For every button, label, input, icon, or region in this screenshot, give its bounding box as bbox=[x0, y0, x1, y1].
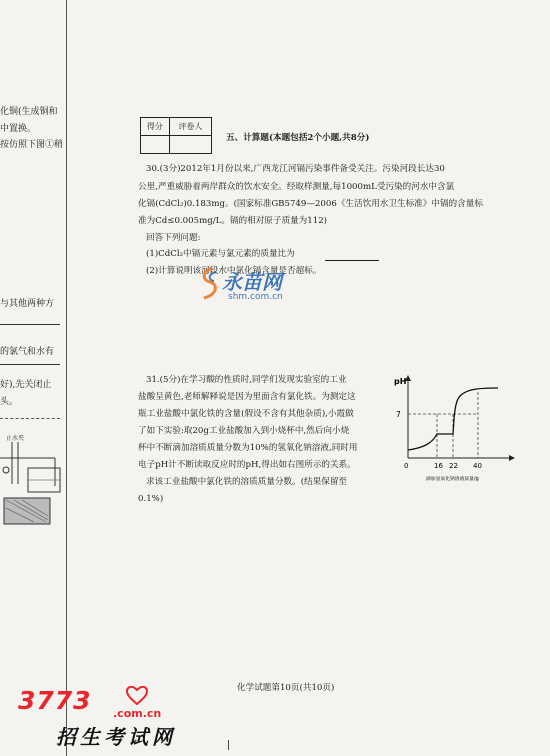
q30-line-7: (2)计算说明该河段水中氯化镉含量是否超标。 bbox=[146, 266, 322, 276]
q31-line-7: 求该工业盐酸中氯化铁的溶质质量分数。(结果保留至 bbox=[146, 477, 348, 487]
score-cell bbox=[141, 136, 170, 154]
grader-label: 评卷人 bbox=[169, 118, 211, 136]
grader-cell bbox=[169, 136, 211, 154]
page-footer: 化学试题第10页(共10页) bbox=[237, 683, 335, 693]
watermark-brand: 永苗网 bbox=[222, 270, 282, 294]
margin-line-6: 好),先关闭止 bbox=[0, 380, 52, 390]
q31-line-6: 电子pH计不断读取反应时的pH,得出如右图所示的关系。 bbox=[138, 460, 356, 470]
bottom-tick bbox=[228, 740, 229, 750]
heart-icon bbox=[126, 686, 148, 706]
q30-line-1: 30.(3分)2012年1月份以来,广西龙江河镉污染事件备受关注。污染河段长达30 bbox=[146, 164, 445, 174]
margin-line-7: 头。 bbox=[0, 397, 19, 407]
q31-line-5: 杯中不断滴加溶质质量分数为10%的氢氧化钠溶液,同时用 bbox=[138, 443, 358, 453]
q30-line-6: (1)CdCl₂中镉元素与氯元素的质量比为 bbox=[146, 249, 295, 259]
watermark-logo-icon bbox=[198, 266, 220, 300]
ph-graph bbox=[390, 372, 520, 490]
margin-line-4: 与其他两种方 bbox=[0, 299, 55, 309]
q31-line-4: 了如下实验:取20g工业盐酸加入到小烧杯中,然后向小烧 bbox=[138, 426, 350, 436]
x-axis-label: 滴加氢氧化钠溶液质量/g bbox=[426, 477, 479, 482]
x-tick-0: 0 bbox=[404, 462, 409, 470]
apparatus-diagram bbox=[0, 440, 62, 530]
q30-line-4: 准为Cd≤0.005mg/L。镉的相对原子质量为112) bbox=[138, 216, 328, 226]
margin-answer-line bbox=[0, 324, 60, 325]
q30-line-3: 化镉(CdCl₂)0.183mg。(国家标准GB5749—2006《生活饮用水卫生标准》中镉的含量标 bbox=[138, 199, 483, 209]
margin-label: 止水夹 bbox=[6, 435, 25, 442]
x-tick-16: 16 bbox=[434, 462, 443, 470]
margin-dashed-line bbox=[0, 418, 60, 419]
margin-line-1: 化铜(生成铜和 bbox=[0, 107, 58, 117]
q30-line-2: 公里,严重威胁着两岸群众的饮水安全。经取样测量,每1000mL受污染的河水中含氯 bbox=[138, 182, 455, 192]
answer-blank[interactable] bbox=[325, 260, 379, 261]
score-label: 得分 bbox=[141, 118, 170, 136]
margin-answer-line bbox=[0, 364, 60, 365]
logo-domain: .com.cn bbox=[113, 707, 162, 720]
q31-line-2: 盐酸呈黄色,老师解释说是因为里面含有氯化铁。为测定这 bbox=[138, 392, 356, 402]
y-axis-label: pH bbox=[394, 377, 407, 386]
score-box bbox=[140, 117, 212, 154]
margin-line-3: 按仿照下图①稍 bbox=[0, 140, 64, 150]
q31-line-3: 瓶工业盐酸中氯化铁的含量(假设不含有其他杂质),小霞做 bbox=[138, 409, 354, 419]
x-tick-22: 22 bbox=[449, 462, 458, 470]
binding-line bbox=[66, 0, 67, 756]
logo-number: 3773 bbox=[18, 686, 92, 715]
watermark-url: shm.com.cn bbox=[228, 292, 283, 302]
q31-line-1: 31.(5分)在学习酸的性质时,同学们发现实验室的工业 bbox=[146, 375, 347, 385]
q30-line-5: 回答下列问题: bbox=[146, 233, 201, 243]
q31-line-8: 0.1%) bbox=[138, 494, 164, 504]
section-title: 五、计算题(本题包括2个小题,共8分) bbox=[226, 133, 370, 143]
margin-line-2: 中置换。 bbox=[0, 124, 37, 134]
y-tick-7: 7 bbox=[396, 410, 401, 419]
margin-line-5: 的氯气和水有 bbox=[0, 347, 55, 357]
x-tick-40: 40 bbox=[473, 462, 482, 470]
logo-slogan: 招生考试网 bbox=[56, 725, 176, 749]
